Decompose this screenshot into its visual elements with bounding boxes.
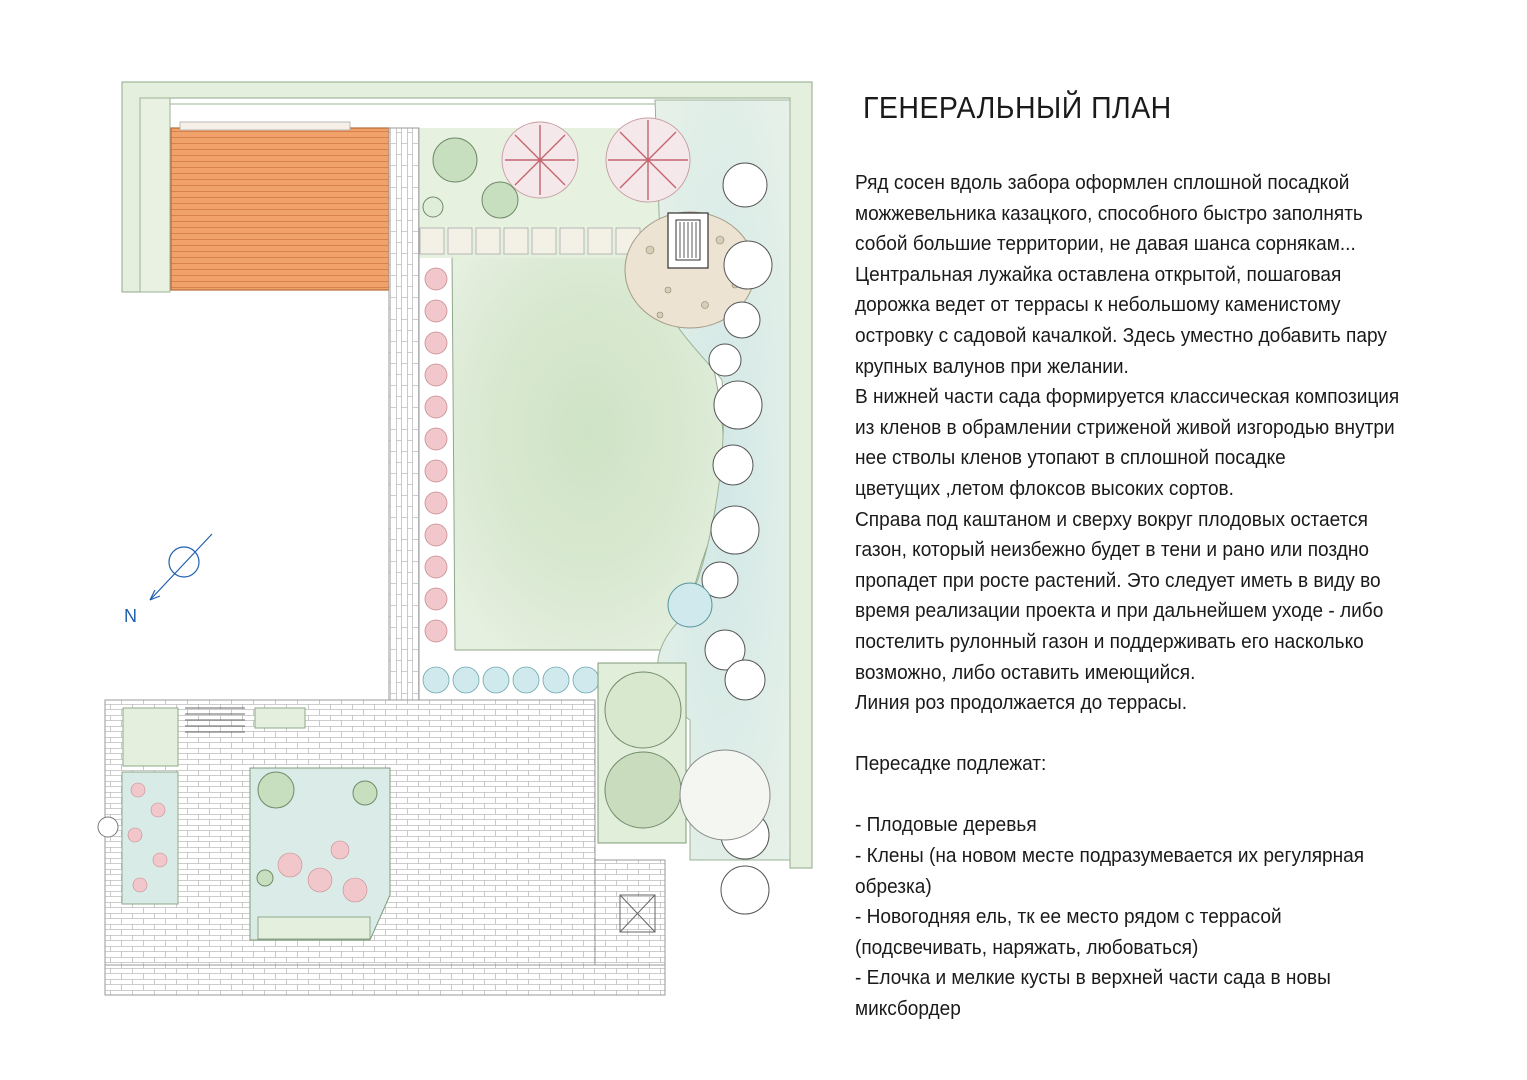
description-line: Центральная лужайка оставлена открытой, пошаговая [855, 262, 1342, 286]
chestnut-tree [680, 750, 770, 840]
description-line [855, 780, 1460, 811]
description-line: возможно, либо оставить имеющийся. [855, 660, 1196, 684]
description-line: - Новогодняя ель, тк ее место рядом с террасой [855, 905, 1282, 929]
page-title: ГЕНЕРАЛЬНЫЙ ПЛАН [863, 90, 1172, 125]
description-line: пропадет при росте растений. Это следует иметь в виду во [855, 568, 1381, 592]
description-line: постелить рулонный газон и поддерживать его насколько [855, 629, 1364, 653]
north-label: N [124, 606, 137, 626]
description-line: - Клены (на новом месте подразумевается их регулярная [855, 844, 1365, 868]
description-line: Ряд сосен вдоль забора оформлен сплошной посадкой [855, 171, 1350, 194]
description-line: - Елочка и мелкие кусты в верхней части сада в новы [855, 966, 1331, 990]
wooden-terrace [171, 122, 389, 290]
maple-hedge-box [598, 663, 686, 843]
description-line: - Плодовые деревья [855, 813, 1037, 837]
description-line: цветущих ,летом флоксов высоких сортов. [855, 476, 1234, 500]
description-line: обрезка) [855, 874, 932, 898]
description-line: время реализации проекта и при дальнейшем уходе - либо [855, 599, 1384, 623]
description-line: дорожка ведет от террасы к небольшому каменистому [855, 293, 1341, 317]
description-line: Пересадке подлежат: [855, 752, 1047, 776]
description-text [855, 168, 1505, 1025]
rose-line [425, 268, 447, 642]
blue-spruce [668, 583, 712, 627]
juniper-row [423, 667, 599, 693]
description-line: газон, который неизбежно будет в тени и рано или поздно [855, 538, 1370, 562]
north-arrow-icon [150, 534, 212, 600]
description-line: нее стволы кленов утопают в сплошной посадке [855, 446, 1286, 470]
description-line: из кленов в обрамлении стриженой живой изгородью внутри [855, 415, 1395, 439]
description-line: (подсвечивать, наряжать, любоваться) [855, 935, 1199, 959]
description-line: Линия роз продолжается до террасы. [855, 691, 1188, 715]
description-line: миксбордер [855, 997, 961, 1021]
description-line: островку с садовой качалкой. Здесь уместно добавить пару [855, 323, 1387, 347]
description-line: собой большие территории, не давая шанса сорнякам... [855, 232, 1356, 256]
description-line: Справа под каштаном и сверху вокруг плодовых остается [855, 507, 1368, 531]
description-line: крупных валунов при желании. [855, 354, 1129, 378]
description-panel [855, 90, 1505, 1025]
description-line: можжевельника казацкого, способного быстро заполнять [855, 201, 1363, 225]
description-line: В нижней части сада формируется классическая композиция [855, 385, 1400, 409]
description-line [855, 719, 1460, 750]
